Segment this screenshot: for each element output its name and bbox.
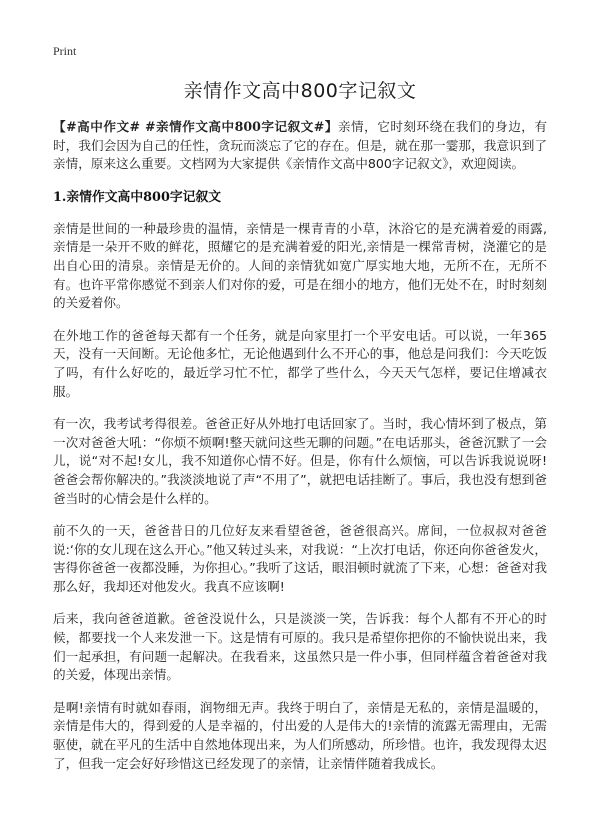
body-paragraph-6: 是啊!亲情有时就如春雨，润物细无声。我终于明白了，亲情是无私的，亲情是温暖的，亲情是伟大的，得到爱的人是幸福的，付出爱的人是伟大的!亲情的流露无需理由，无需驱使，就在平凡的生活中自然地体现出来，为人们所感动，所珍惜。也许，我发现得太迟了，但我一定会好好珍惜这已经发现了的亲情，让亲情伴随着我成长。	[53, 699, 547, 771]
body-paragraph-4: 前不久的一天，爸爸昔日的几位好友来看望爸爸，爸爸很高兴。席间，一位叔叔对爸爸说:‘你的女儿现在这么开心。”他又转过头来，对我说：“上次打电话，你还向你爸爸发火，害得你爸爸一夜都没睡，为你担心。”我听了这话，眼泪顿时就流了下来，心想：爸爸对我那么好，我却还对他发火。我真不应该啊!	[53, 523, 547, 594]
intro-text: 亲情，它时刻环绕在我们的身边，有时，我们会因为自己的任性，贪玩而淡忘了它的存在。但是，就在那一霎那，我意识到了亲情，原来这么重要。文档网为大家提供《亲情作文高中800字记叙文》，欢迎阅读。	[53, 119, 547, 172]
section-heading: 1.亲情作文高中800字记叙文	[53, 189, 222, 205]
page-title: 亲情作文高中800字记叙文	[183, 80, 417, 102]
intro-paragraph	[53, 118, 547, 174]
article-body	[53, 118, 547, 787]
body-paragraph-3: 有一次，我考试考得很差。爸爸正好从外地打电话回家了。当时，我心情坏到了极点，第一次对爸爸大吼：“你烦不烦啊!整天就问这些无聊的问题。”在电话那头，爸爸沉默了一会儿，说“对不起!女儿，我不知道你心情不好。但是，你有什么烦恼，可以告诉我说说呀!爸爸会帮你解决的。”我淡淡地说了声“不用了”，就把电话挂断了。事后，我也没有想到爸爸当时的心情会是什么样的。	[53, 416, 547, 506]
intro-tag: 【#高中作文# #亲情作文高中800字记叙文#】	[53, 119, 338, 134]
body-paragraph-5: 后来，我向爸爸道歉。爸爸没说什么，只是淡淡一笑，告诉我：每个人都有不开心的时候，都要找一个人来发泄一下。这是情有可原的。我只是希望你把你的不愉快说出来，我们一起承担，有问题一起解决。在我看来，这虽然只是一件小事，但同样蕴含着爸爸对我的关爱，体现出亲情。	[53, 611, 547, 683]
body-paragraph-1: 亲情是世间的一种最珍贵的温情，亲情是一棵青青的小草，沐浴它的是充满着爱的雨露,亲情是一朵开不败的鲜花，照耀它的是充满着爱的阳光,亲情是一棵常青树，浇灌它的是出自心田的清泉。亲情是无价的。人间的亲情犹如宽广厚实地大地，无所不在，无所不有。也许平常你感觉不到亲人们对你的爱，可是在细小的地方，他们无处不在，时时刻刻的关爱着你。	[53, 220, 547, 311]
body-paragraph-2: 在外地工作的爸爸每天都有一个任务，就是向家里打一个平安电话。可以说，一年365天，没有一天间断。无论他多忙，无论他遇到什么不开心的事，他总是问我们：今天吃饭了吗，有什么好吃的，最近学习忙不忙，都学了些什么，今天天气怎样，要记住增减衣服。	[53, 327, 547, 399]
print-label: Print	[53, 44, 77, 58]
